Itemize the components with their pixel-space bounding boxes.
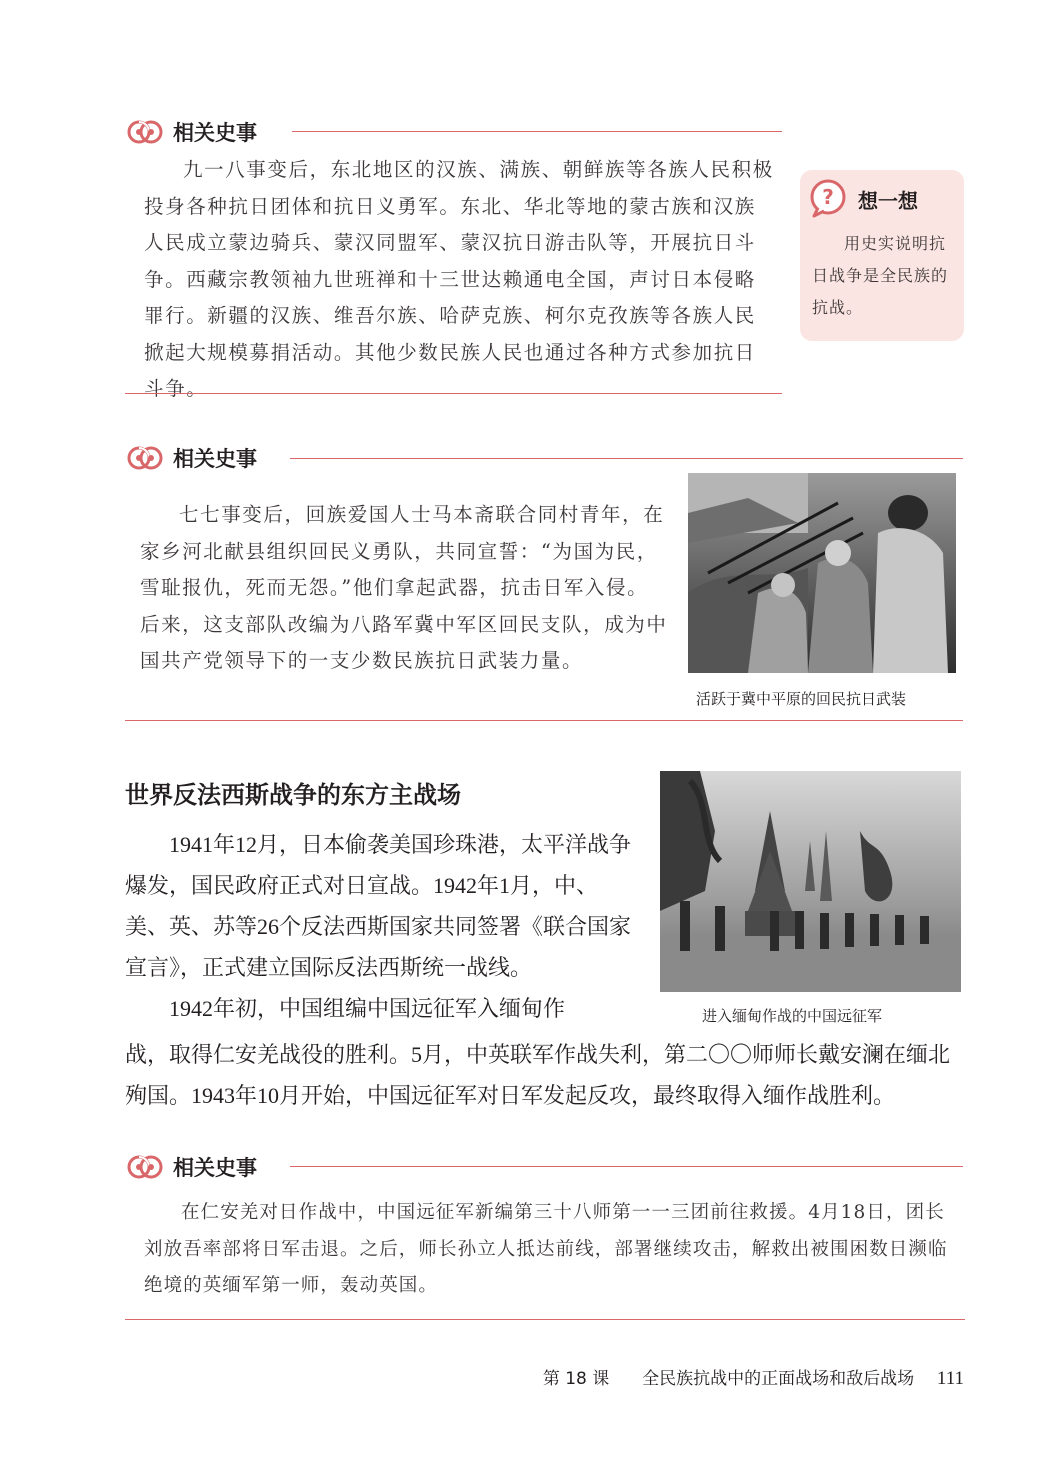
photo-hui-militia [688,473,956,673]
box3-paragraph: 在仁安羌对日作战中，中国远征军新编第三十八师第一一三团前往救援。4月18日，团长刘放吾率部将日军击退。之后，师长孙立人抵达前线，部署继续攻击，解救出被围困数日濒临绝境的英缅军第一师，轰动英国。 [144,1202,948,1296]
box2-title: 相关史事 [173,447,257,471]
think-text: 用史实说明抗日战争是全民族的抗战。 [812,234,949,317]
section-paragraph-1: 1941年12月，日本偷袭美国珍珠港，太平洋战争爆发，国民政府正式对日宣战。1942年1月，中、美、英、苏等26个反法西斯国家共同签署《联合国家宣言》，正式建立国际反法西斯统一战线。 [125,832,632,980]
box1-header [125,112,257,152]
box2-paragraph: 七七事变后，回族爱国人士马本斋联合同村青年，在家乡河北献县组织回民义勇队，共同宣誓：“为国为民，雪耻报仇，死而无怨。”他们拿起武器，抗击日军入侵。后来，这支部队改编为八路军冀中军区回民支队，成为中国共产党领导下的一支少数民族抗日武装力量。 [140,503,668,672]
box3-text [144,1195,959,1305]
section-paragraph-2-start-block [125,988,637,1029]
box3-header [125,1147,257,1187]
box1-paragraph: 九一八事变后，东北地区的汉族、满族、朝鲜族等各族人民积极投身各种抗日团体和抗日义勇军。东北、华北等地的蒙古族和汉族人民成立蒙边骑兵、蒙汉同盟军、蒙汉抗日游击队等，开展抗日斗争。西藏宗教领袖九世班禅和十三世达赖通电全国，声讨日本侵略罪行。新疆的汉族、维吾尔族、哈萨克族、柯尔克孜族等各族人民掀起大规模募捐活动。其他少数民族人民也通过各种方式参加抗日斗争。 [144,158,774,400]
history-logo-icon [125,438,165,478]
page-footer [543,1364,964,1390]
svg-text:?: ? [822,185,834,209]
section-paragraph-2-rest: 战，取得仁安羌战役的胜利。5月，中英联军作战失利，第二〇〇师师长戴安澜在缅北殉国。1943年10月开始，中国远征军对日军发起反攻，最终取得入缅作战胜利。 [125,1042,951,1108]
section-title: 世界反法西斯战争的东方主战场 [125,781,461,809]
box1-text [144,152,774,408]
question-icon [808,178,848,220]
section-paragraph-1-block [125,824,637,988]
section-paragraph-2-start: 1942年初，中国组编中国远征军入缅甸作 [169,996,566,1021]
box3-bottom-rule [125,1319,965,1320]
box2-text [140,497,668,680]
box2-header [125,438,257,478]
box1-title: 相关史事 [173,121,257,145]
box3-top-rule [290,1166,963,1167]
footer-lesson: 第 18 课 [542,1369,610,1389]
think-title: 想一想 [858,188,918,213]
box2-bottom-rule [125,720,963,721]
footer-lesson-title: 全民族抗战中的正面战场和敌后战场 [642,1369,915,1389]
box1-bottom-rule [125,393,782,394]
box2-top-rule [290,458,963,459]
photo-hui-caption: 活跃于冀中平原的回民抗日武装 [696,690,907,708]
think-box [800,170,964,341]
history-logo-icon [125,112,165,152]
history-logo-icon [125,1147,165,1187]
photo-expedition-caption: 进入缅甸作战的中国远征军 [702,1007,883,1025]
page-number: 111 [936,1368,964,1389]
photo-expedition-force [660,771,961,992]
box1-top-rule [292,131,782,132]
box3-title: 相关史事 [173,1156,257,1180]
